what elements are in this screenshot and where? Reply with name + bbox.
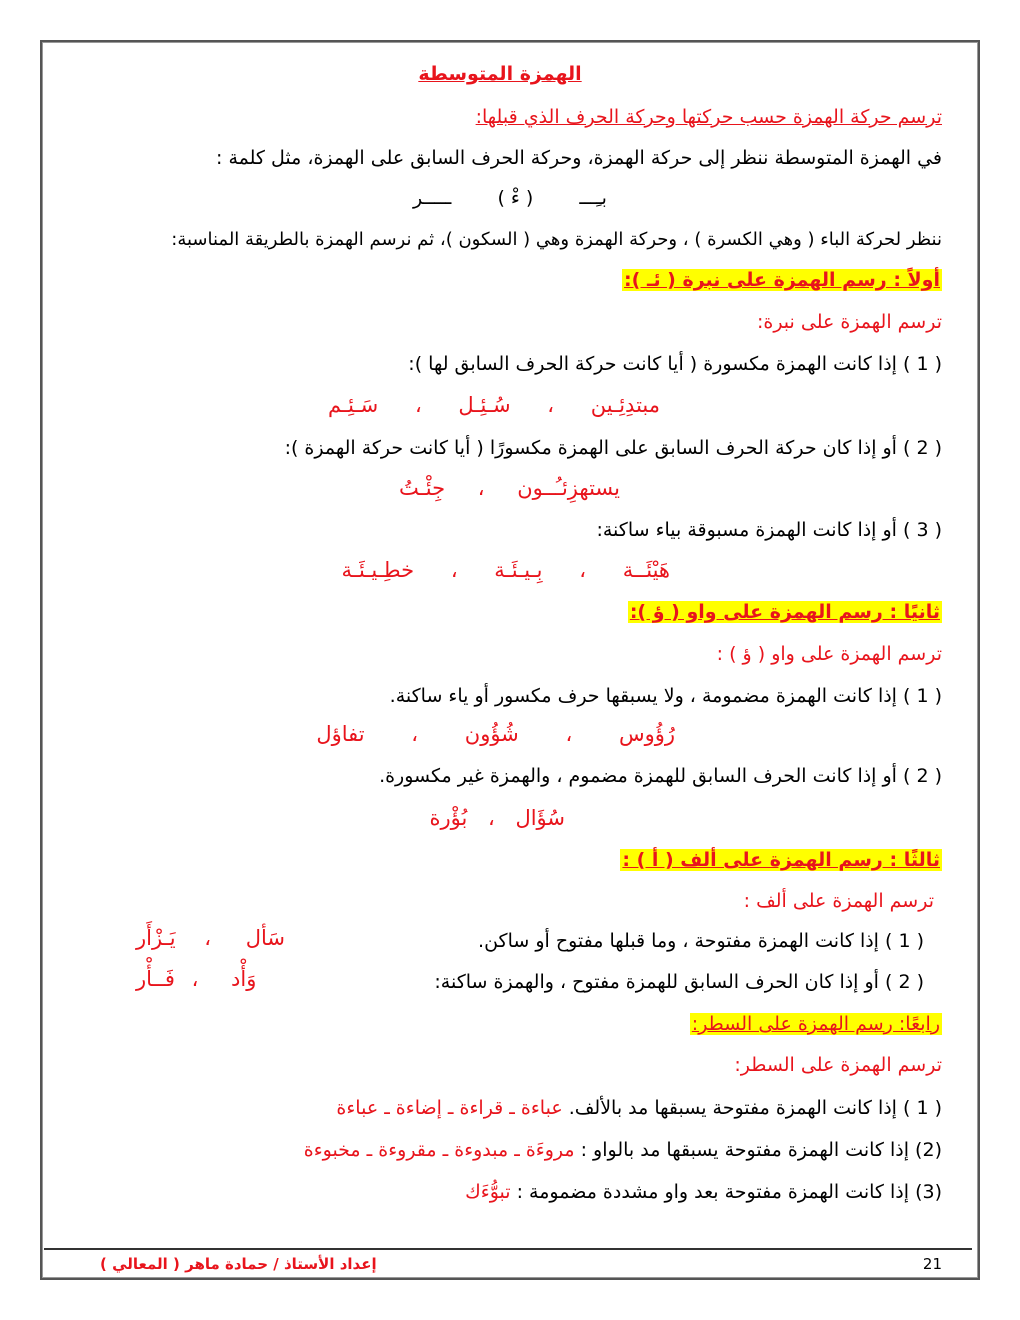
- separator: ،: [477, 476, 485, 500]
- word-part-hamza: ( ءْ ): [497, 187, 534, 209]
- separator: ،: [487, 806, 495, 830]
- section4-examples3: تبوُّءَك: [465, 1181, 511, 1203]
- example-word: خطِـيـئَـة: [341, 558, 415, 582]
- section1-examples3: [342, 558, 670, 582]
- section4-examples1: عباءة ـ قراءة ـ إضاءة ـ عباءة: [336, 1097, 563, 1119]
- example-word: يَـزْأَر: [136, 926, 176, 950]
- example-word: جِئْـتُ: [398, 476, 446, 500]
- example-word: سَـئِـم: [328, 393, 379, 417]
- section2-rule1: ( 1 ) إذا كانت الهمزة مضمومة ، ولا يسبقها حرف مكسور أو ياء ساكنة.: [389, 685, 942, 707]
- section3-rule1: ( 1 ) إذا كانت الهمزة مفتوحة ، وما قبلها مفتوح أو ساكن.: [478, 930, 924, 952]
- separator: ،: [547, 393, 555, 417]
- section1-examples1: [328, 393, 660, 417]
- section4-rule1-text: ( 1 ) إذا كانت الهمزة مفتوحة يسبقها مد بالألف.: [568, 1097, 942, 1119]
- section2-examples2: [429, 806, 565, 830]
- section4-rule3-text: (3) إذا كانت الهمزة مفتوحة بعد واو مشددة مضمومة :: [516, 1181, 942, 1203]
- example-word: سُؤَال: [515, 806, 565, 830]
- section2-lead: ترسم الهمزة على واو ( ؤ ) :: [716, 643, 942, 665]
- footer-divider: [44, 1248, 972, 1250]
- section3-heading: ثالثًا : رسم الهمزة على ألف ( أ ) :: [622, 849, 940, 871]
- section4-heading: رابعًا: رسم الهمزة على السطر:: [691, 1013, 940, 1035]
- section3-rule2: ( 2 ) أو إذا كان الحرف السابق للهمزة مفتوح ، والهمزة ساكنة:: [434, 971, 924, 993]
- section1-rule3: ( 3 ) أو إذا كانت الهمزة مسبوقة بياء ساكنة:: [596, 519, 942, 541]
- separator: ،: [204, 926, 212, 950]
- example-word: يستهزِئـُــون: [517, 476, 620, 500]
- section1-heading: أولاً : رسم الهمزة على نبرة ( ئـ ):: [624, 269, 940, 291]
- section4-rule3: [465, 1180, 942, 1204]
- section2-examples1: [316, 722, 675, 746]
- section4-lead: ترسم الهمزة على السطر:: [734, 1054, 942, 1076]
- separator: ،: [191, 967, 199, 991]
- section1-examples2: [399, 476, 620, 500]
- separator: ،: [411, 722, 419, 746]
- example-word: سُـئِـل: [458, 393, 511, 417]
- subtitle: ترسم حركة الهمزة حسب حركتها وحركة الحرف الذي قبلها:: [475, 106, 942, 128]
- example-word: شُؤُون: [464, 722, 519, 746]
- section4-rule2: [304, 1138, 942, 1162]
- section1-lead: ترسم الهمزة على نبرة:: [756, 311, 942, 333]
- example-word: فَــأْر: [136, 967, 175, 991]
- section4-examples2: مروءَة ـ مبدوءة ـ مقروءة ـ مخبوءة: [303, 1139, 575, 1161]
- section3-lead: ترسم الهمزة على ألف :: [743, 890, 934, 912]
- intro-line: في الهمزة المتوسطة ننظر إلى حركة الهمزة، وحركة الحرف السابق على الهمزة، مثل كلمة :: [216, 147, 942, 169]
- example-word: مبتدِئِـين: [590, 393, 660, 417]
- page-title: الهمزة المتوسطة: [418, 63, 582, 85]
- section1-rule1: ( 1 ) إذا كانت الهمزة مكسورة ( أيا كانت حركة الحرف السابق لها ):: [408, 353, 942, 375]
- example-word: رُؤُوس: [618, 722, 675, 746]
- section1-rule2: ( 2 ) أو إذا كان حركة الحرف السابق على الهمزة مكسورًا ( أيا كانت حركة الهمزة ):: [284, 437, 942, 459]
- section3-examples2: [136, 967, 256, 991]
- example-word: وَأْد: [231, 967, 257, 991]
- separator: ،: [579, 558, 586, 582]
- separator: ،: [450, 558, 458, 582]
- section2-heading: ثانيًا : رسم الهمزة على واو ( ؤ ):: [629, 601, 940, 623]
- separator: ،: [414, 393, 422, 417]
- section2-rule2: ( 2 ) أو إذا كانت الحرف السابق للهمزة مضموم ، والهمزة غير مكسورة.: [379, 765, 942, 787]
- footer-credit: إعداد الأستاذ / حمادة ماهر ( المعالي ): [100, 1255, 377, 1273]
- word-part-ra: ـــــر: [413, 187, 452, 209]
- example-word-breakdown: [0, 186, 1020, 210]
- page-number: 21: [922, 1255, 942, 1273]
- intro-explanation: ننظر لحركة الباء ( وهي الكسرة ) ، وحركة الهمزة وهي ( السكون )، ثم نرسم الهمزة بالطريقة المناسبة:: [171, 229, 942, 250]
- section4-rule2-text: (2) إذا كانت الهمزة مفتوحة يسبقها مد بالواو :: [580, 1139, 942, 1161]
- example-word: بِـيـئَـة: [494, 558, 543, 582]
- section4-rule1: [336, 1096, 942, 1120]
- example-word: هَيْئَــة: [622, 558, 670, 582]
- example-word: تفاؤل: [316, 722, 365, 746]
- example-word: سَأل: [245, 926, 285, 950]
- word-part-ba: بـِـــ: [579, 187, 607, 209]
- example-word: بُؤْرة: [429, 806, 468, 830]
- separator: ،: [565, 722, 573, 746]
- section3-examples1: [136, 926, 285, 950]
